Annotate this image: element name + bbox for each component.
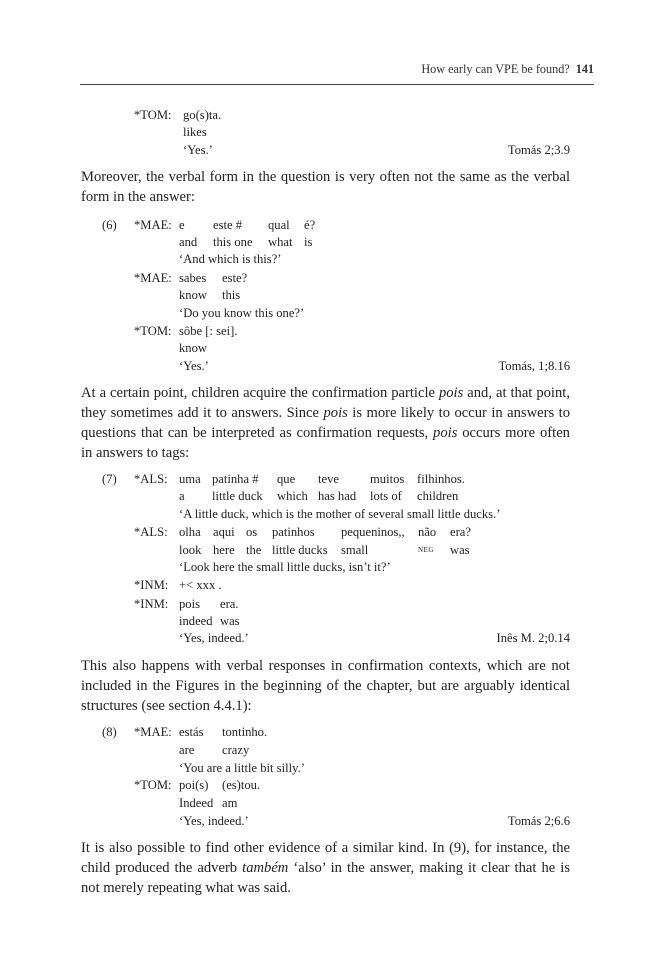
word: teve — [318, 472, 339, 486]
word: poi(s) — [179, 778, 209, 792]
running-header — [80, 62, 594, 77]
word: sôbe [: sei]. — [179, 324, 238, 338]
gloss: small — [341, 543, 369, 557]
gloss: what — [268, 235, 293, 249]
word: pois — [179, 597, 200, 611]
header-title: How early can VPE be found? — [421, 62, 570, 76]
word: é? — [304, 218, 316, 232]
word: os — [246, 525, 258, 539]
gloss: know — [179, 341, 207, 355]
speaker-label: *ALS: — [134, 525, 168, 539]
speaker-label: *INM: — [134, 578, 169, 592]
gloss: here — [213, 543, 235, 557]
speaker-label: *ALS: — [134, 472, 168, 486]
word: (es)tou. — [222, 778, 261, 792]
gloss: is — [304, 235, 313, 249]
word: patinha # — [212, 472, 259, 486]
header-rule — [80, 84, 594, 85]
gloss: are — [179, 743, 195, 757]
word: muitos — [370, 472, 405, 486]
speaker-label: *MAE: — [134, 218, 172, 232]
word: era. — [220, 597, 239, 611]
paragraph-4: It is also possible to find other evidence of a similar kind. In (9), for instance, the child produced the adverb também ‘also’ in the answer, making it clear that he is not merely repeating what was said. — [81, 840, 571, 896]
translation: ‘Yes, indeed.’ — [179, 631, 249, 645]
utterance: +< xxx . — [179, 578, 222, 592]
gloss: lots of — [370, 489, 402, 503]
gloss: know — [179, 288, 207, 302]
word: estás — [179, 725, 204, 739]
gloss: was — [450, 543, 470, 557]
word: aqui — [213, 525, 235, 539]
example-number: (7) — [102, 472, 117, 486]
word: era? — [450, 525, 471, 539]
gloss: little ducks — [272, 543, 328, 557]
example-source: Tomás 2;3.9 — [507, 143, 570, 157]
translation: ‘Do you know this one?’ — [179, 306, 305, 320]
gloss: crazy — [222, 743, 250, 757]
translation: ‘A little duck, which is the mother of several small little ducks.’ — [179, 507, 501, 521]
example-number: (8) — [102, 725, 117, 739]
example-source: Inês M. 2;0.14 — [496, 631, 570, 645]
translation: ‘Look here the small little ducks, isn’t it?’ — [179, 560, 391, 574]
gloss-neg: neg — [418, 544, 434, 555]
word: este # — [213, 218, 243, 232]
utterance: go(s)ta. — [183, 108, 222, 122]
speaker-label: *TOM: — [134, 324, 172, 338]
word: este? — [222, 271, 248, 285]
example-source: Tomás 2;6.6 — [507, 814, 570, 828]
gloss: little duck — [212, 489, 263, 503]
gloss: likes — [183, 125, 207, 139]
translation: ‘You are a little bit silly.’ — [179, 761, 305, 775]
word: não — [418, 525, 437, 539]
gloss: the — [246, 543, 262, 557]
speaker-label: *MAE: — [134, 271, 172, 285]
speaker-label: *TOM: — [134, 108, 172, 122]
word: olha — [179, 525, 201, 539]
example-source: Tomás, 1;8.16 — [498, 359, 570, 373]
gloss: indeed — [179, 614, 213, 628]
word: e — [179, 218, 185, 232]
paragraph-1: Moreover, the verbal form in the question is very often not the same as the verbal form in the answer: — [81, 169, 570, 205]
gloss: which — [277, 489, 308, 503]
example-number: (6) — [102, 218, 117, 232]
gloss: a — [179, 489, 185, 503]
gloss: has had — [318, 489, 357, 503]
gloss: this — [222, 288, 241, 302]
word: tontinho. — [222, 725, 268, 739]
gloss: Indeed — [179, 796, 214, 810]
translation: ‘Yes.’ — [179, 359, 209, 373]
paragraph-2: At a certain point, children acquire the confirmation particle pois and, at that point, they sometimes add it to answers. Since pois is more likely to occur in answers to questions that can be interpreted as confirmation requests, pois occurs more often in answers to tags: — [81, 385, 570, 461]
translation: ‘Yes, indeed.’ — [179, 814, 249, 828]
speaker-label: *MAE: — [134, 725, 172, 739]
gloss: was — [220, 614, 240, 628]
word: pequeninos,, — [341, 525, 405, 539]
word: patinhos — [272, 525, 315, 539]
gloss: children — [417, 489, 459, 503]
word: filhinhos. — [417, 472, 465, 486]
gloss: this one — [213, 235, 253, 249]
page-number: 141 — [575, 62, 594, 76]
word: sabes — [179, 271, 207, 285]
gloss: look — [179, 543, 202, 557]
gloss: am — [222, 796, 238, 810]
gloss: and — [179, 235, 198, 249]
speaker-label: *TOM: — [134, 778, 172, 792]
translation: ‘Yes.’ — [183, 143, 213, 157]
word: uma — [179, 472, 201, 486]
paragraph-3: This also happens with verbal responses in confirmation contexts, which are not included in the Figures in the beginning of the chapter, but are arguably identical structures (see section 4.4.1): — [81, 658, 570, 714]
word: que — [277, 472, 296, 486]
speaker-label: *INM: — [134, 597, 169, 611]
translation: ‘And which is this?’ — [179, 252, 282, 266]
word: qual — [268, 218, 290, 232]
